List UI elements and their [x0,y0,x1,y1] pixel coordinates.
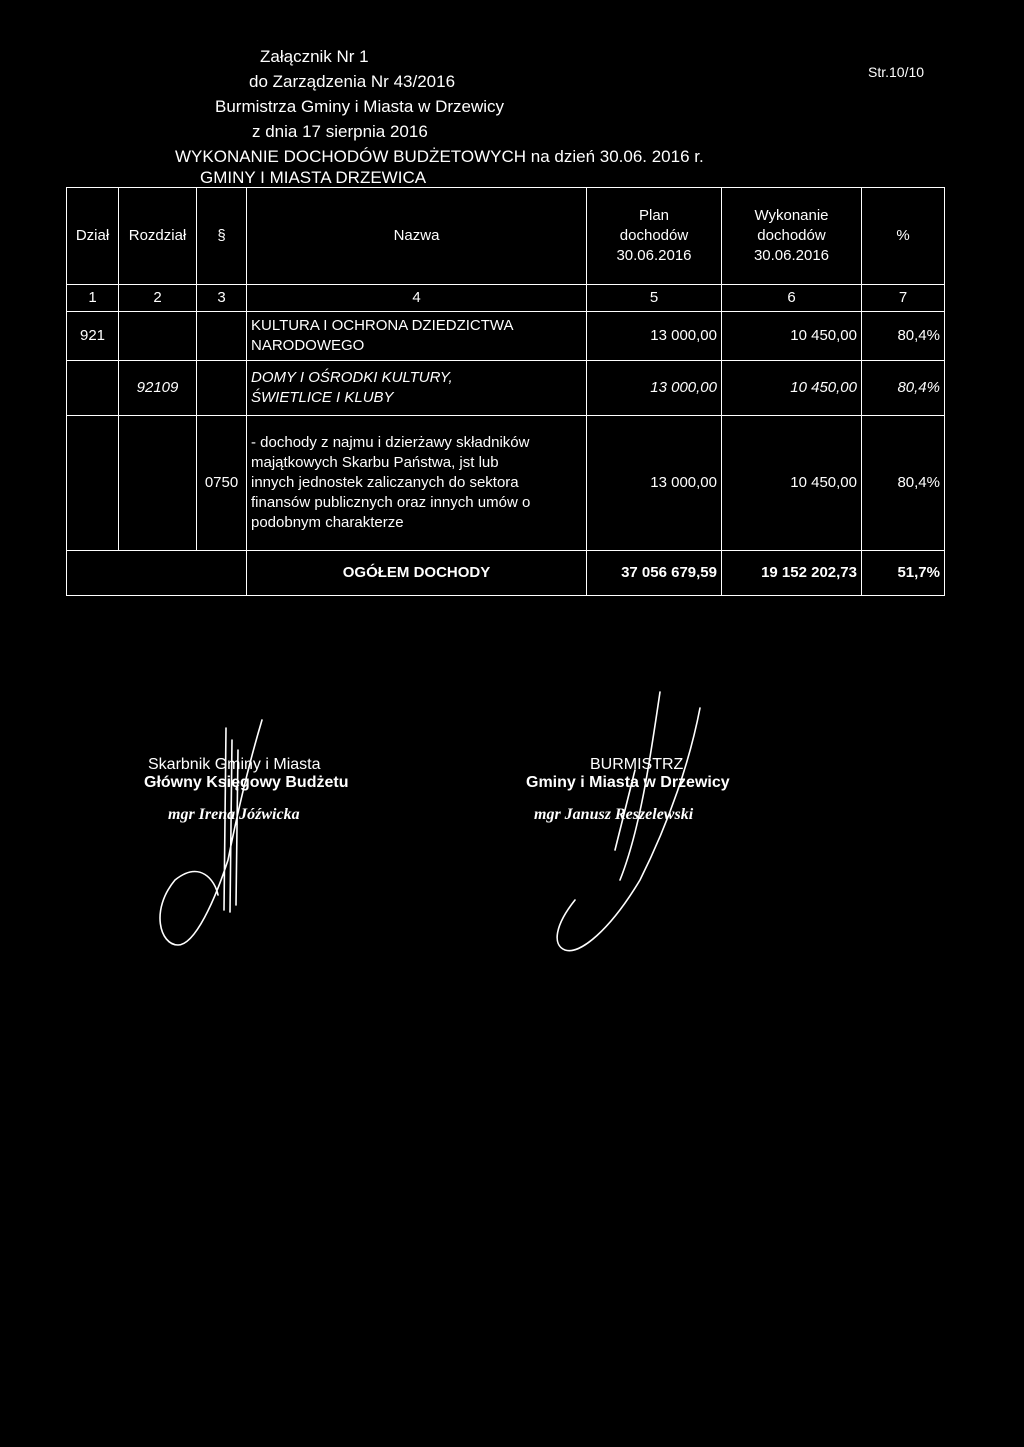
total-label: OGÓŁEM DOCHODY [247,551,587,596]
col-number: 5 [587,285,722,312]
nazwa-line: podobnym charakterze [251,514,404,531]
nazwa-line: DOMY I OŚRODKI KULTURY, [251,369,453,386]
document-subtitle: GMINY I MIASTA DRZEWICA [200,168,427,187]
issuer: Burmistrza Gminy i Miasta w Drzewicy [215,97,505,116]
cell-paragraf: 0750 [197,416,247,551]
revenue-table [66,187,945,596]
mayor-name: mgr Janusz Reszelewski [534,806,694,823]
total-wykonanie: 19 152 202,73 [722,551,862,596]
total-plan: 37 056 679,59 [587,551,722,596]
cell-dzial [67,361,119,416]
col-number: 3 [197,285,247,312]
total-row [67,551,945,596]
total-empty-cell [67,551,247,596]
issue-date: z dnia 17 sierpnia 2016 [252,122,428,141]
mayor-title-line2: Gminy i Miasta w Drzewicy [526,774,730,791]
table-header-row [67,188,945,285]
cell-paragraf [197,361,247,416]
cell-percent: 80,4% [862,312,945,361]
col-number: 7 [862,285,945,312]
attachment-title: Załącznik Nr 1 [260,47,369,66]
cell-rozdzial [119,312,197,361]
plan-header-line1: Plan [638,207,670,224]
col-number: 4 [247,285,587,312]
cell-plan: 13 000,00 [587,312,722,361]
treasurer-title-line1: Skarbnik Gminy i Miasta [148,756,321,773]
treasurer-title-line2: Główny Księgowy Budżetu [144,774,349,791]
plan-header-line2: dochodów [619,227,689,244]
nazwa-line: - dochody z najmu i dzierżawy składników [251,434,530,451]
col-number: 6 [722,285,862,312]
nazwa-line: innych jednostek zaliczanych do sektora [251,474,519,491]
ordinance-number: do Zarządzenia Nr 43/2016 [249,72,456,91]
nazwa-line: majątkowych Skarbu Państwa, jst lub [251,454,499,471]
col-header-nazwa: Nazwa [247,188,587,285]
cell-percent: 80,4% [862,416,945,551]
cell-dzial: 921 [67,312,119,361]
treasurer-signature-stroke [160,720,262,945]
cell-nazwa [247,416,587,551]
cell-plan: 13 000,00 [587,361,722,416]
col-header-percent: % [862,188,945,285]
table-row [67,416,945,551]
document-title: WYKONANIE DOCHODÓW BUDŻETOWYCH na dzień 30.06. 2016 r. [175,147,704,166]
column-number-row [67,285,945,312]
col-header-paragraf: § [197,188,247,285]
table-row [67,312,945,361]
wyk-header-line3: 30.06.2016 [753,247,830,264]
nazwa-line: KULTURA I OCHRONA DZIEDZICTWA [251,317,514,334]
nazwa-line: NARODOWEGO [251,337,365,354]
col-header-wykonanie [722,188,862,285]
cell-paragraf [197,312,247,361]
cell-rozdzial [119,416,197,551]
col-number: 2 [119,285,197,312]
wyk-header-line1: Wykonanie [754,207,829,224]
treasurer-signature-block [144,756,348,824]
total-percent: 51,7% [862,551,945,596]
treasurer-name: mgr Irena Jóźwicka [168,806,300,823]
mayor-title-line1: BURMISTRZ [590,756,684,773]
col-header-plan [587,188,722,285]
nazwa-line: finansów publicznych oraz innych umów o [251,494,531,511]
col-header-rozdzial: Rozdział [119,188,197,285]
col-header-dzial: Dział [67,188,119,285]
cell-dzial [67,416,119,551]
cell-wykonanie: 10 450,00 [722,361,862,416]
wyk-header-line2: dochodów [757,227,826,244]
plan-header-line3: 30.06.2016 [616,247,692,264]
cell-percent: 80,4% [862,361,945,416]
cell-nazwa [247,312,587,361]
mayor-signature-block [526,756,730,824]
col-number: 1 [67,285,119,312]
table-row [67,361,945,416]
cell-wykonanie: 10 450,00 [722,312,862,361]
nazwa-line: ŚWIETLICE I KLUBY [251,389,394,406]
cell-nazwa [247,361,587,416]
cell-plan: 13 000,00 [587,416,722,551]
page-number: Str.10/10 [868,64,925,80]
cell-wykonanie: 10 450,00 [722,416,862,551]
cell-rozdzial: 92109 [119,361,197,416]
